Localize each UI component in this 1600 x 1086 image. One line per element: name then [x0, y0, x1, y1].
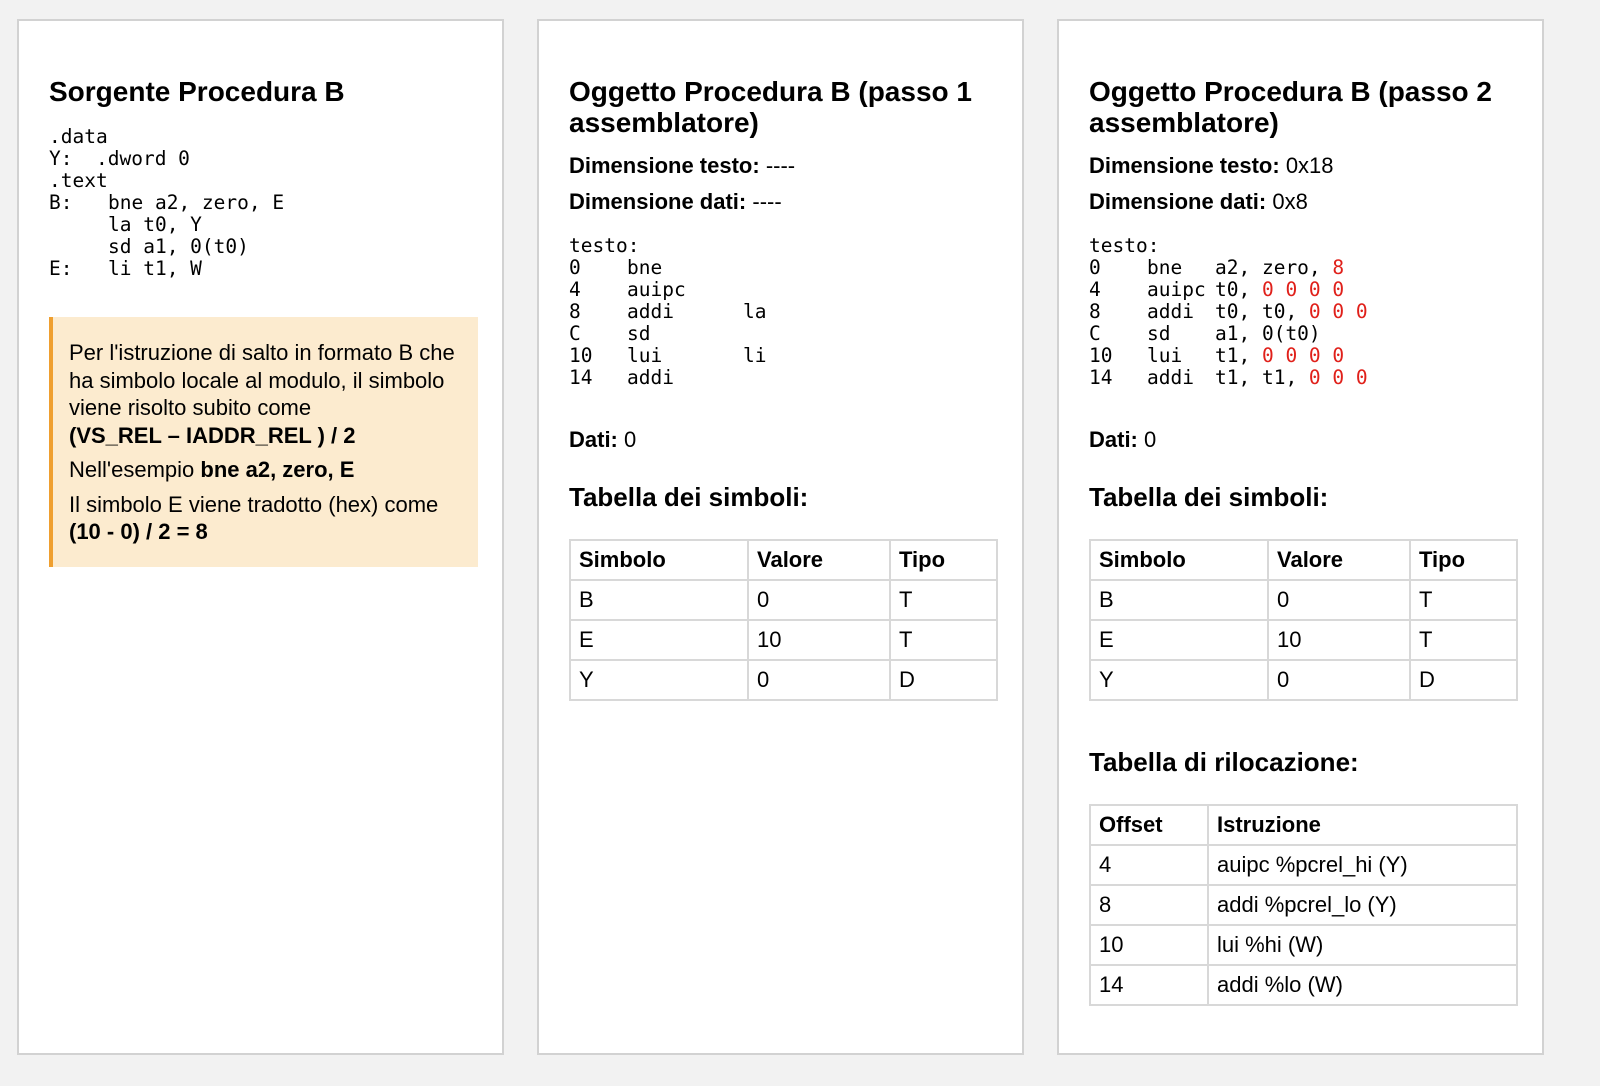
text-segment: [1089, 234, 1368, 389]
note-result: Il simbolo E viene tradotto (hex) come (10 - 0) / 2 = 8: [69, 491, 439, 544]
text-row: 0 bne a2, zero, 8: [1089, 256, 1345, 279]
data-size: Dimensione dati: 0x8: [1089, 189, 1308, 214]
table-row: 14 addi %lo (W): [1090, 965, 1517, 1005]
text-header: testo:: [569, 234, 640, 257]
col-header: Simbolo: [1090, 540, 1268, 580]
text-row: 14 addi t1, t1, 0 0 0: [1089, 366, 1368, 389]
data-size: Dimensione dati: ----: [569, 189, 782, 214]
text-header: testo:: [1089, 234, 1160, 257]
object-pass1-panel: [537, 19, 1024, 1055]
source-panel: Sorgente Procedura B .data Y: .dword 0 .text B: bne a2, zero, E la t0, Y sd a1, 0(t0) E: li t1, W Per l'istruzione di salto in formato B che ha simbolo locale al modulo, il simbolo viene risolto subito come (VS_REL – IADDR_REL ) / 2 Nell'esempio bne a2, zero, E Il simbolo E viene tradotto (hex) come (10 - 0) / 2 = 8: [17, 19, 504, 1055]
col-header: Tipo: [890, 540, 997, 580]
table-row: 8 addi %pcrel_lo (Y): [1090, 885, 1517, 925]
text-row: C sd: [569, 322, 651, 345]
col-header: Simbolo: [570, 540, 748, 580]
note-text: Per l'istruzione di salto in formato B che ha simbolo locale al modulo, il simbolo viene risolto subito come (VS_REL – IADDR_REL ) / 2: [69, 340, 455, 448]
data-segment: Dati: 0: [1089, 427, 1157, 452]
explanation-note: [49, 317, 478, 567]
symtab-title: Tabella dei simboli:: [569, 482, 809, 512]
text-row: 8 addi la: [569, 300, 767, 323]
table-header-row: [1090, 540, 1517, 580]
table-row: 10 lui %hi (W): [1090, 925, 1517, 965]
table-row: E 10 T: [1090, 620, 1517, 660]
text-row: 4 auipc: [569, 278, 686, 301]
text-size: Dimensione testo: 0x18: [1089, 153, 1334, 178]
relocation-table: [1089, 804, 1518, 1006]
col-header: Valore: [1268, 540, 1410, 580]
col-header: Valore: [748, 540, 890, 580]
text-row: C sd a1, 0(t0): [1089, 322, 1321, 345]
table-row: Y 0 D: [570, 660, 997, 700]
text-size: Dimensione testo: ----: [569, 153, 796, 178]
table-row: B 0 T: [570, 580, 997, 620]
text-row: 0 bne: [569, 256, 663, 279]
text-row: 10 lui t1, 0 0 0 0: [1089, 344, 1345, 367]
source-title: Sorgente Procedura B: [49, 76, 345, 107]
symbol-table: [569, 539, 998, 701]
text-segment: [569, 234, 767, 389]
reloc-title: Tabella di rilocazione:: [1089, 747, 1359, 777]
col-header: Tipo: [1410, 540, 1517, 580]
table-row: 4 auipc %pcrel_hi (Y): [1090, 845, 1517, 885]
text-row: 8 addi t0, t0, 0 0 0: [1089, 300, 1368, 323]
pass2-title: Oggetto Procedura B (passo 2 assemblatore): [1089, 76, 1492, 138]
symbol-table: [1089, 539, 1518, 701]
table-row: B 0 T: [1090, 580, 1517, 620]
pass1-title: Oggetto Procedura B (passo 1 assemblatore): [569, 76, 972, 138]
table-row: Y 0 D: [1090, 660, 1517, 700]
symtab-title: Tabella dei simboli:: [1089, 482, 1329, 512]
object-pass2-panel: [1057, 19, 1544, 1055]
data-segment: Dati: 0: [569, 427, 637, 452]
text-row: 14 addi: [569, 366, 674, 389]
text-row: 4 auipc t0, 0 0 0 0: [1089, 278, 1345, 301]
col-header: Offset: [1090, 805, 1208, 845]
table-row: E 10 T: [570, 620, 997, 660]
table-header-row: [570, 540, 997, 580]
text-row: 10 lui li: [569, 344, 767, 367]
col-header: Istruzione: [1208, 805, 1517, 845]
table-header-row: [1090, 805, 1517, 845]
note-example: Nell'esempio bne a2, zero, E: [69, 457, 355, 482]
